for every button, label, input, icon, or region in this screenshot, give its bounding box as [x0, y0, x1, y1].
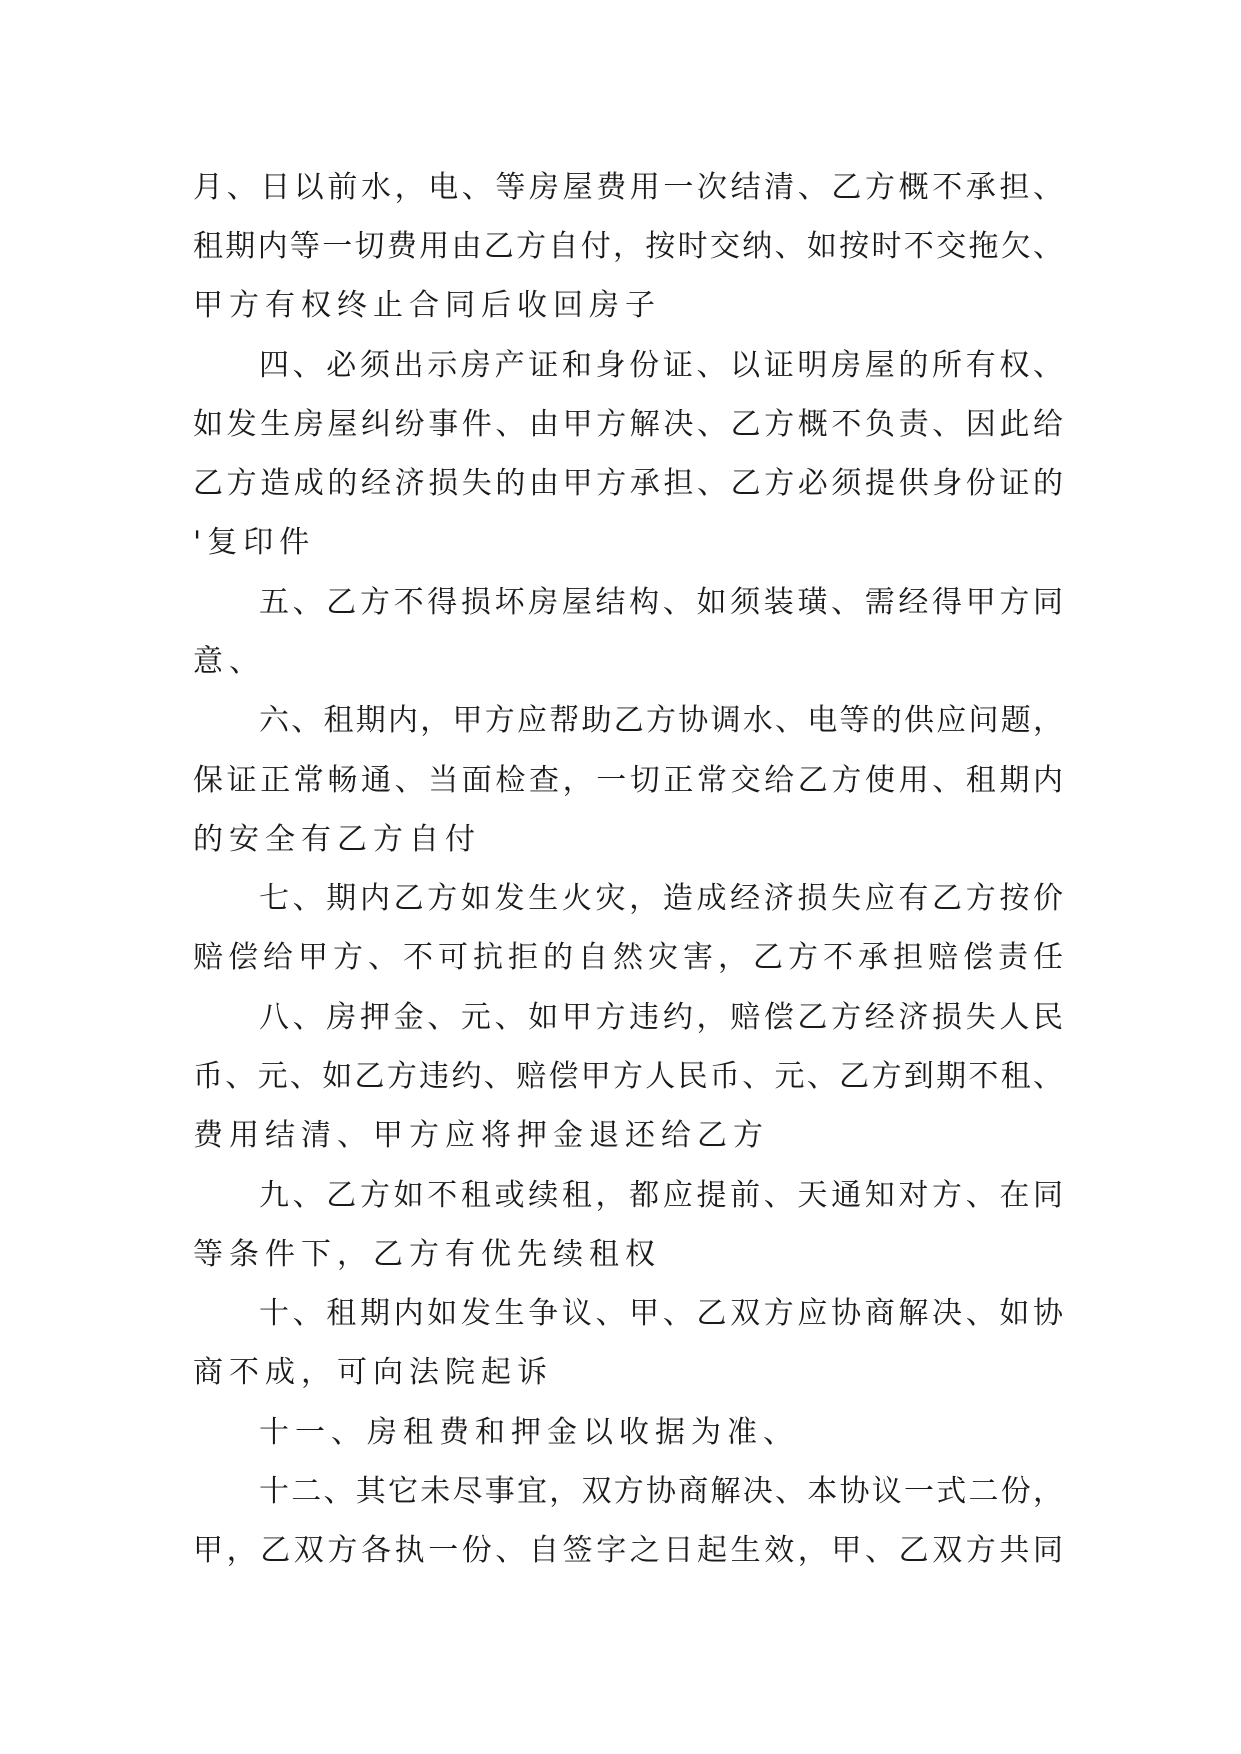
text-line: 保证正常畅通、当面检查，一切正常交给乙方使用、租期内 — [193, 763, 1063, 798]
text-line: 甲，乙双方各执一份、自签字之日起生效，甲、乙双方共同 — [193, 1533, 1063, 1568]
text-line: 十、租期内如发生争议、甲、乙双方应协商解决、如协 — [259, 1296, 1063, 1331]
text-line: 等条件下，乙方有优先续租权 — [193, 1237, 661, 1272]
text-line: 十二、其它未尽事宜，双方协商解决、本协议一式二份， — [259, 1474, 1063, 1509]
text-line: 甲方有权终止合同后收回房子 — [193, 288, 661, 323]
text-line: 六、租期内，甲方应帮助乙方协调水、电等的供应问题， — [259, 703, 1063, 738]
text-line: 四、必须出示房产证和身份证、以证明房屋的所有权、 — [259, 348, 1063, 383]
text-line: 月、日以前水，电、等房屋费用一次结清、乙方概不承担、 — [193, 170, 1063, 205]
text-line: 意、 — [193, 644, 265, 679]
text-line: 币、元、如乙方违约、赔偿甲方人民币、元、乙方到期不租、 — [193, 1059, 1063, 1094]
text-line: 的安全有乙方自付 — [193, 822, 481, 857]
text-line: 乙方造成的经济损失的由甲方承担、乙方必须提供身份证的 — [193, 466, 1063, 501]
text-line: '复印件 — [193, 525, 316, 560]
text-line: 八、房押金、元、如甲方违约，赔偿乙方经济损失人民 — [259, 1000, 1063, 1035]
text-line: 五、乙方不得损坏房屋结构、如须装璜、需经得甲方同 — [259, 585, 1063, 620]
text-line: 商不成，可向法院起诉 — [193, 1355, 553, 1390]
text-line: 费用结清、甲方应将押金退还给乙方 — [193, 1118, 769, 1153]
text-line: 七、期内乙方如发生火灾，造成经济损失应有乙方按价 — [259, 881, 1063, 916]
text-line: 九、乙方如不租或续租，都应提前、天通知对方、在同 — [259, 1178, 1063, 1213]
text-line: 十一、房租费和押金以收据为准、 — [259, 1415, 799, 1450]
text-line: 租期内等一切费用由乙方自付，按时交纳、如按时不交拖欠、 — [193, 229, 1063, 264]
text-line: 赔偿给甲方、不可抗拒的自然灾害，乙方不承担赔偿责任 — [193, 940, 1063, 975]
text-line: 如发生房屋纠纷事件、由甲方解决、乙方概不负责、因此给 — [193, 407, 1063, 442]
